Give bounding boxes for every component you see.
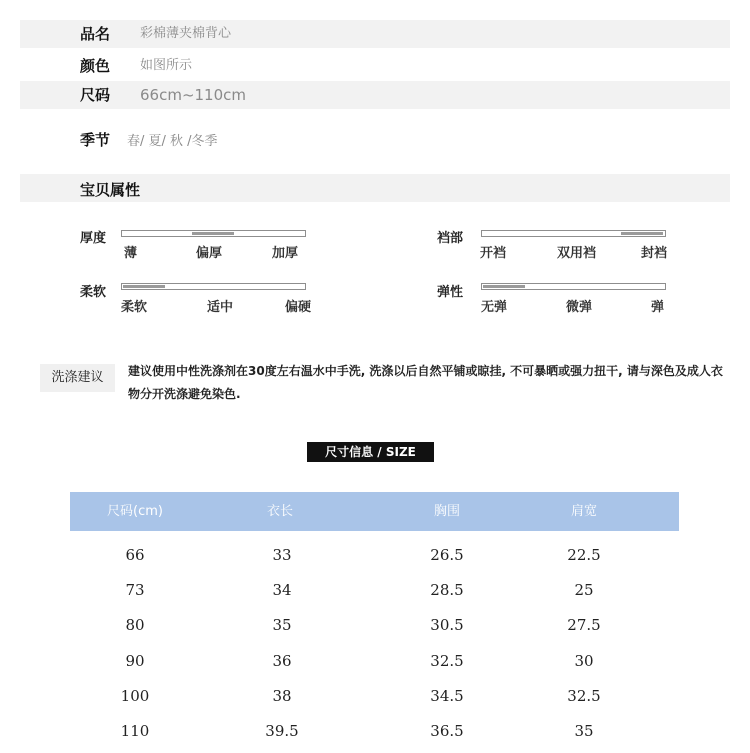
cell-length: 33 xyxy=(272,546,292,564)
cell-length: 34 xyxy=(272,581,292,599)
header-size: 尺码(cm) xyxy=(107,504,163,519)
crotch-tick-open: 开裆 xyxy=(480,246,507,261)
thickness-tick-mid: 偏厚 xyxy=(196,246,223,261)
attributes-title: 宝贝属性 xyxy=(80,181,141,199)
cell-chest: 32.5 xyxy=(430,652,464,670)
cell-length: 35 xyxy=(272,616,292,634)
elasticity-tick-elastic: 弹 xyxy=(651,300,665,315)
cell-length: 39.5 xyxy=(265,722,299,740)
wash-label: 洗涤建议 xyxy=(40,364,115,392)
thickness-label: 厚度 xyxy=(80,231,107,246)
cell-size: 110 xyxy=(120,722,150,740)
cell-shoulder: 22.5 xyxy=(567,546,601,564)
cell-size: 73 xyxy=(125,581,145,599)
name-value: 彩棉薄夹棉背心 xyxy=(140,26,232,41)
cell-length: 36 xyxy=(272,652,292,670)
crotch-tick-closed: 封裆 xyxy=(641,246,668,261)
color-label: 颜色 xyxy=(80,57,111,75)
crotch-label: 裆部 xyxy=(437,231,464,246)
cell-size: 66 xyxy=(125,546,145,564)
thickness-scale-fill xyxy=(192,232,234,235)
cell-size: 100 xyxy=(120,687,150,705)
cell-length: 38 xyxy=(272,687,292,705)
season-value: 春/ 夏/ 秋 /冬季 xyxy=(127,134,218,149)
crotch-scale xyxy=(481,230,666,237)
cell-size: 80 xyxy=(125,616,145,634)
elasticity-tick-none: 无弹 xyxy=(481,300,508,315)
cell-shoulder: 32.5 xyxy=(567,687,601,705)
softness-tick-soft: 柔软 xyxy=(121,300,148,315)
elasticity-scale-fill xyxy=(483,285,525,288)
header-length: 衣长 xyxy=(266,504,293,519)
cell-chest: 36.5 xyxy=(430,722,464,740)
info-row-size xyxy=(20,81,730,109)
cell-chest: 30.5 xyxy=(430,616,464,634)
cell-shoulder: 27.5 xyxy=(567,616,601,634)
cell-chest: 34.5 xyxy=(430,687,464,705)
info-row-color xyxy=(20,52,730,80)
season-label: 季节 xyxy=(80,131,111,149)
cell-size: 90 xyxy=(125,652,145,670)
elasticity-tick-slight: 微弹 xyxy=(566,300,593,315)
size-value: 66cm~110cm xyxy=(140,86,247,104)
color-value: 如图所示 xyxy=(140,58,193,73)
softness-label: 柔软 xyxy=(80,285,107,300)
thickness-scale xyxy=(121,230,306,237)
elasticity-label: 弹性 xyxy=(437,285,464,300)
info-row-name xyxy=(20,20,730,48)
cell-shoulder: 35 xyxy=(574,722,594,740)
header-chest: 胸围 xyxy=(433,504,460,519)
thickness-tick-thick: 加厚 xyxy=(272,246,299,261)
softness-scale xyxy=(121,283,306,290)
elasticity-scale xyxy=(481,283,666,290)
softness-tick-medium: 适中 xyxy=(207,300,234,315)
cell-chest: 28.5 xyxy=(430,581,464,599)
cell-chest: 26.5 xyxy=(430,546,464,564)
size-table-header xyxy=(70,492,679,531)
crotch-scale-fill xyxy=(621,232,663,235)
thickness-tick-thin: 薄 xyxy=(124,246,138,261)
size-title: 尺寸信息 / SIZE xyxy=(307,442,434,462)
size-label: 尺码 xyxy=(80,86,111,104)
wash-text: 建议使用中性洗涤剂在30度左右温水中手洗, 洗涤以后自然平铺或晾挂, 不可暴晒或强力扭干, 请与深色及成人衣物分开洗涤避免染色. xyxy=(128,364,723,401)
name-label: 品名 xyxy=(80,25,111,43)
crotch-tick-dual: 双用裆 xyxy=(557,246,597,261)
softness-tick-hard: 偏硬 xyxy=(285,300,312,315)
header-shoulder: 肩宽 xyxy=(570,504,597,519)
softness-scale-fill xyxy=(123,285,165,288)
cell-shoulder: 25 xyxy=(574,581,594,599)
cell-shoulder: 30 xyxy=(574,652,594,670)
